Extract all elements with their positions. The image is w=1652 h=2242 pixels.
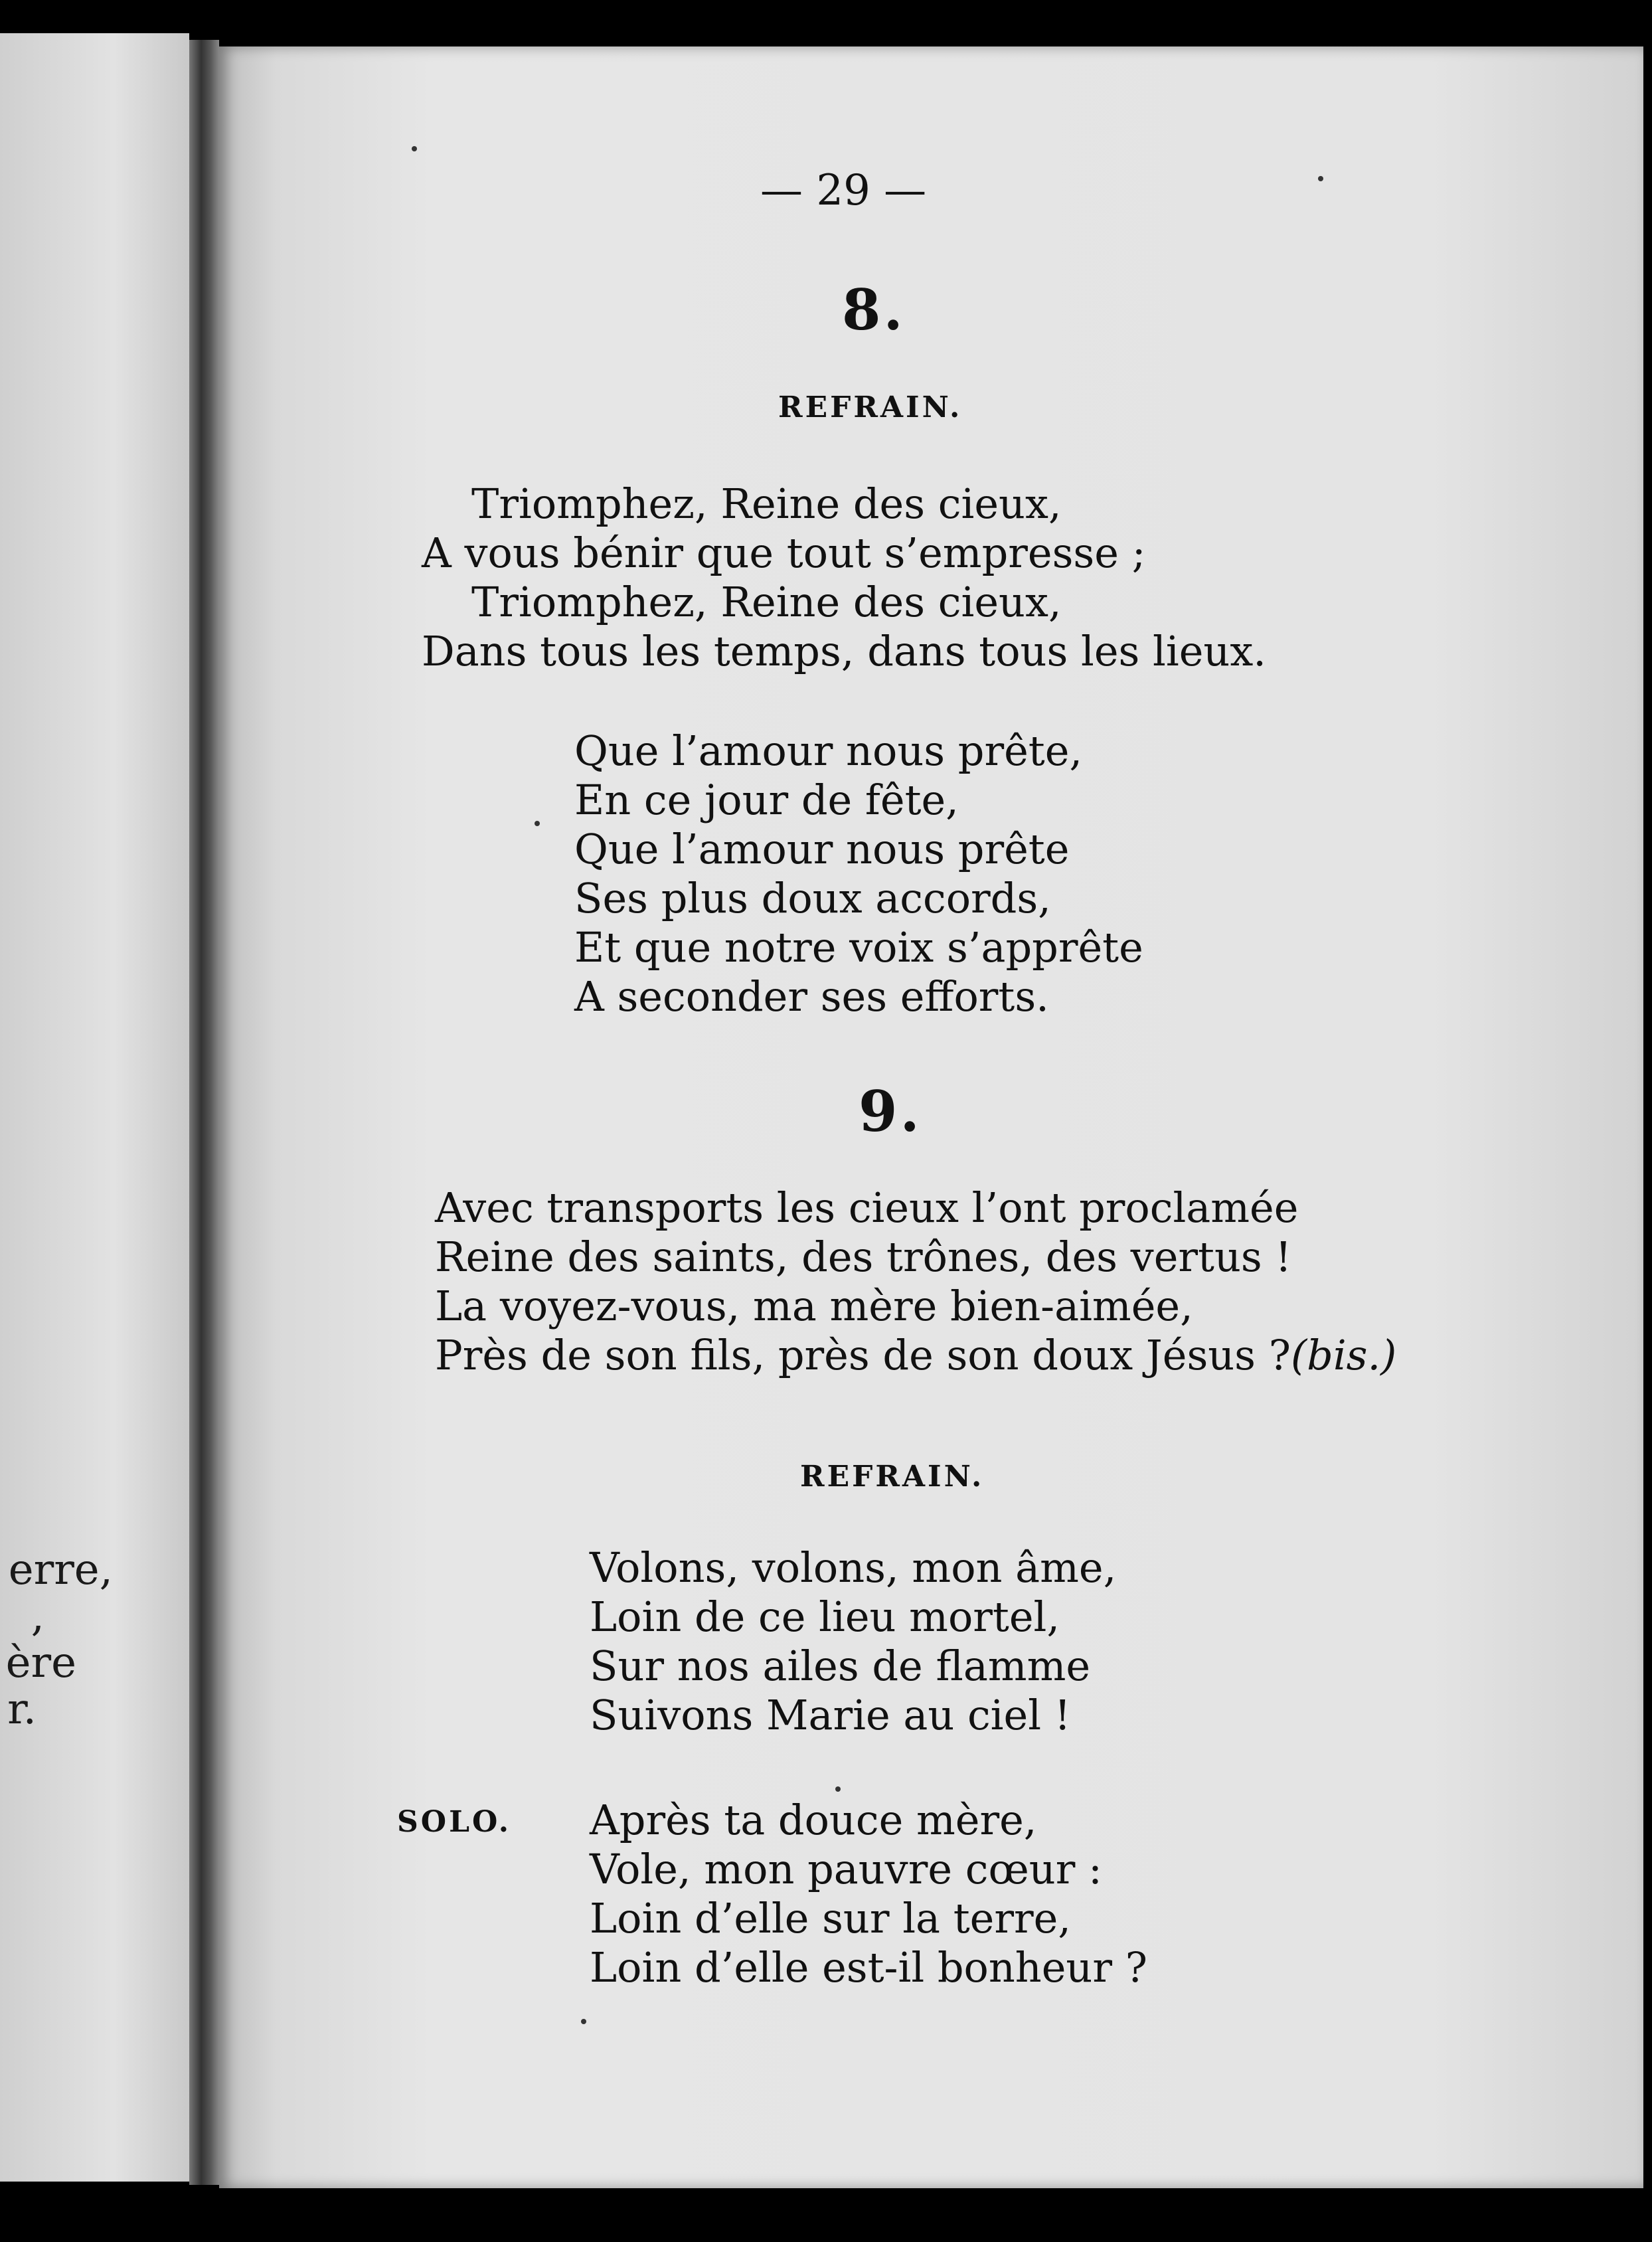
solo-line: Après ta douce mère, <box>590 1796 1037 1844</box>
verse-line: Que l’amour nous prête, <box>574 727 1083 775</box>
verse-line: Et que notre voix s’apprête <box>574 923 1143 972</box>
solo-line: Vole, mon pauvre cœur : <box>590 1845 1102 1893</box>
scan-speck <box>835 1786 841 1792</box>
verse-line: Que l’amour nous prête <box>574 825 1070 873</box>
verse-line <box>435 1331 1397 1379</box>
refrain-line: Triomphez, Reine des cieux, <box>471 578 1062 626</box>
scan-speck <box>412 146 417 151</box>
page-number: — 29 — <box>760 166 927 215</box>
solo-line: Loin d’elle est-il bonheur ? <box>590 1943 1147 1992</box>
solo-label: SOLO. <box>397 1805 512 1839</box>
left-fragment-line: erre, <box>8 1545 113 1595</box>
refrain-line: Suivons Marie au ciel ! <box>590 1691 1071 1739</box>
refrain-label: REFRAIN. <box>800 1460 985 1494</box>
verse-line: En ce jour de fête, <box>574 776 959 824</box>
left-fragment-line: r. <box>7 1685 37 1734</box>
refrain-line: Sur nos ailes de flamme <box>590 1642 1091 1690</box>
left-page-fragment <box>0 33 189 2182</box>
refrain-line: Triomphez, Reine des cieux, <box>471 479 1062 528</box>
refrain-line: Dans tous les temps, dans tous les lieux. <box>422 627 1266 675</box>
refrain-line: Volons, volons, mon âme, <box>590 1543 1117 1592</box>
refrain-line: Loin de ce lieu mortel, <box>590 1593 1060 1641</box>
scan-speck <box>535 821 540 826</box>
refrain-line: A vous bénir que tout s’empresse ; <box>422 529 1146 577</box>
section-number-8: 8. <box>842 277 906 343</box>
verse-line: La voyez-vous, ma mère bien-aimée, <box>435 1282 1193 1330</box>
refrain-label: REFRAIN. <box>778 390 963 424</box>
left-fragment-line: ère <box>5 1638 76 1687</box>
verse-text: Près de son fils, près de son doux Jésus ? <box>435 1331 1291 1379</box>
left-fragment-line: , <box>31 1592 44 1641</box>
scan-speck <box>581 2019 586 2024</box>
verse-line: Ses plus doux accords, <box>574 874 1051 922</box>
scan-speck <box>1318 176 1323 181</box>
verse-line: Reine des saints, des trônes, des vertus ! <box>435 1233 1292 1281</box>
book-gutter <box>189 40 219 2185</box>
solo-line: Loin d’elle sur la terre, <box>590 1894 1071 1942</box>
bis-marker: (bis.) <box>1290 1331 1397 1379</box>
verse-line: A seconder ses efforts. <box>574 972 1049 1021</box>
verse-line: Avec transports les cieux l’ont proclamée <box>435 1183 1299 1232</box>
section-number-9: 9. <box>859 1078 922 1144</box>
